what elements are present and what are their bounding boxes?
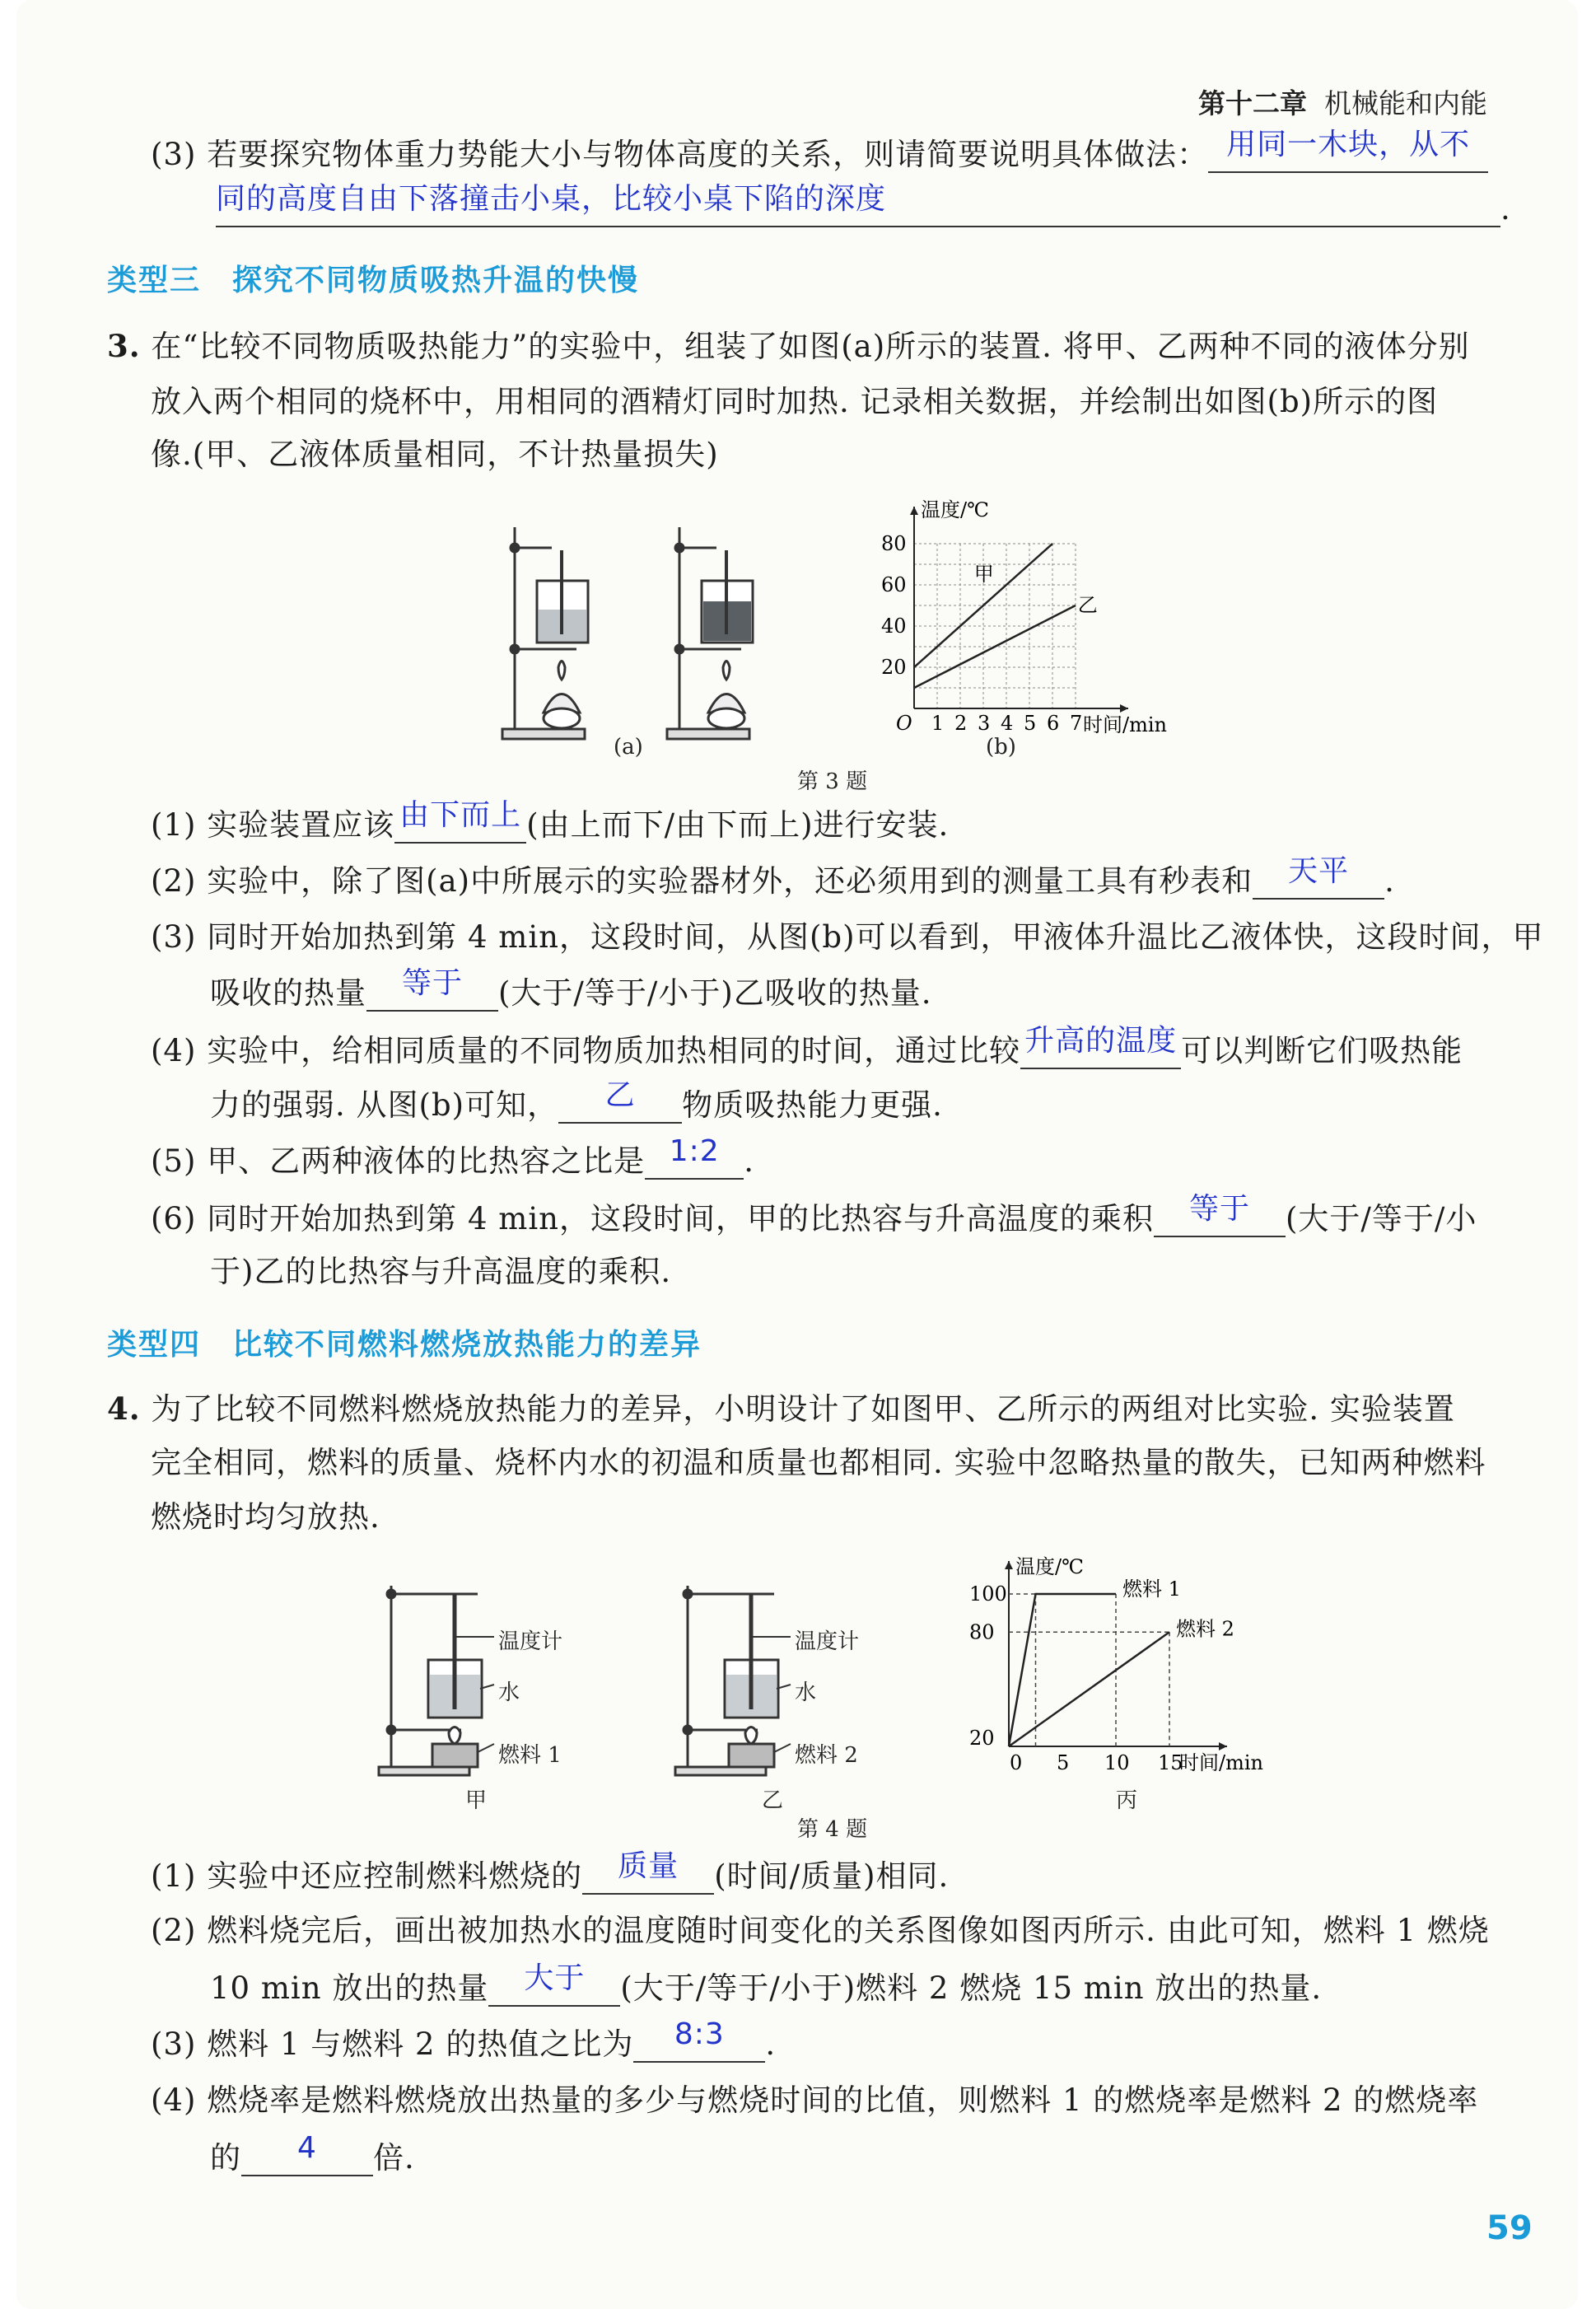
q4-part2-line2 (210, 1961, 1323, 2007)
text: 燃料 1 与燃料 2 的热值之比为 (207, 2026, 634, 2062)
part-label: (2) (151, 1913, 197, 1948)
part-label: (3) (151, 2026, 197, 2062)
handwritten-answer: 4 (297, 2131, 317, 2165)
x-tick-label: 7 (1070, 712, 1083, 735)
part-label: (4) (151, 2082, 197, 2118)
series-line-2 (1009, 1632, 1169, 1746)
text: 力的强弱. 从图(b)可知， (210, 1087, 559, 1123)
series-label-fuel1: 燃料 1 (1122, 1578, 1181, 1601)
q3-part2 (151, 854, 1395, 900)
question-number: 4. (107, 1391, 141, 1427)
chapter-number: 第十二章 (1198, 87, 1307, 119)
q2-part3-line2 (216, 182, 1511, 227)
text: 同时开始加热到第 4 min，这段时间，从图(b)可以看到，甲液体升温比乙液体快，这段时间，甲 (207, 919, 1544, 955)
text: (大于/等于/小于)燃料 2 燃烧 15 min 放出的热量. (620, 1970, 1323, 2006)
q3-part3-line1 (151, 919, 1544, 956)
fig-a-label: (a) (614, 735, 643, 760)
part-label: (3) (151, 137, 197, 172)
text: 实验中还应控制燃料燃烧的 (207, 1858, 583, 1894)
apparatus-figure-a (486, 511, 782, 758)
part-label: (4) (151, 1033, 197, 1068)
q4-part3 (151, 2017, 777, 2063)
text: 倍. (373, 2140, 415, 2176)
handwritten-answer: 同的高度自由下落撞击小桌，比较小桌下陷的深度 (216, 182, 887, 216)
text: . (1384, 863, 1395, 899)
x-tick-label: 5 (1057, 1751, 1070, 1774)
part-label: (2) (151, 863, 197, 899)
handwritten-answer: 质量 (618, 1849, 679, 1883)
q3-stem-line2: 放入两个相同的烧杯中，用相同的酒精灯同时加热. 记录相关数据，并绘制出如图(b)所示的图 (151, 384, 1439, 419)
y-tick-label: 60 (881, 573, 907, 596)
answer-blank (216, 182, 1500, 227)
part-label: (5) (151, 1143, 197, 1179)
fig-b-label: (b) (986, 735, 1016, 760)
text: 实验中，给相同质量的不同物质加热相同的时间，通过比较 (207, 1033, 1021, 1068)
answer-blank (366, 966, 498, 1012)
series-label-yi: 乙 (1077, 593, 1098, 617)
y-tick-label: 20 (969, 1727, 995, 1750)
part-label: (1) (151, 1858, 197, 1894)
text: (由上而下/由下而上)进行安装. (526, 807, 950, 843)
thermometer-label-yi: 温度计 (795, 1629, 860, 1654)
part-label: (1) (151, 807, 197, 843)
answer-blank (1020, 1024, 1181, 1069)
q4-stem-line2: 完全相同，燃料的质量、烧杯内水的初温和质量也都相同. 实验中忽略热量的散失，已知两种燃料 (151, 1445, 1486, 1480)
part-label: (3) (151, 919, 197, 955)
text: (时间/质量)相同. (714, 1858, 950, 1894)
fuel-temperature-chart (964, 1549, 1309, 1788)
thermometer-label-jia: 温度计 (498, 1629, 563, 1654)
x-axis-arrow (1120, 704, 1128, 713)
y-axis-label: 温度/℃ (1015, 1555, 1084, 1578)
page-number: 59 (1486, 2209, 1533, 2247)
fig-yi-label: 乙 (762, 1788, 784, 1813)
text: . (744, 1143, 754, 1179)
answer-blank (241, 2131, 373, 2176)
answer-blank (645, 1134, 744, 1180)
q3-temperature-chart (869, 490, 1215, 737)
fig-jia-label: 甲 (465, 1788, 488, 1813)
y-tick-label: 20 (881, 656, 907, 679)
answer-blank (394, 798, 526, 844)
text: 物质吸热能力更强. (682, 1087, 943, 1123)
q3-part5 (151, 1134, 754, 1180)
q3-stem-line3: 像.(甲、乙液体质量相同，不计热量损失) (151, 437, 719, 472)
x-tick-label: 1 (931, 712, 945, 735)
x-tick-label: 2 (954, 712, 968, 735)
text: 的 (210, 2140, 241, 2176)
handwritten-answer: 天平 (1288, 854, 1350, 888)
answer-blank (1208, 128, 1488, 173)
q4-stem-line1 (107, 1391, 1455, 1428)
answer-blank (1154, 1192, 1286, 1237)
section-title: 类型三 探究不同物质吸热升温的快慢 (107, 264, 640, 297)
q3-part1 (151, 798, 950, 844)
text: 燃烧率是燃料燃烧放出热量的多少与燃烧时间的比值，则燃料 1 的燃烧率是燃料 2 的燃烧率 (207, 2082, 1479, 2118)
x-axis-label: 时间/min (1179, 1751, 1263, 1774)
part-label: (6) (151, 1201, 197, 1236)
text: 燃料烧完后，画出被加热水的温度随时间变化的关系图像如图丙所示. 由此可知，燃料 1 燃烧 (207, 1913, 1490, 1948)
water-label-jia: 水 (498, 1680, 520, 1705)
answer-blank (1253, 854, 1384, 900)
part-text: 若要探究物体重力势能大小与物体高度的关系，则请简要说明具体做法： (207, 137, 1209, 172)
text: 实验装置应该 (207, 807, 395, 843)
series-label-fuel2: 燃料 2 (1176, 1617, 1234, 1641)
q4-part4-line1 (151, 2082, 1478, 2119)
q4-part4-line2 (210, 2131, 415, 2176)
fig-bing-label: 丙 (1116, 1788, 1138, 1813)
stem-text: 为了比较不同燃料燃烧放热能力的差异，小明设计了如图甲、乙所示的两组对比实验. 实验装置 (151, 1391, 1455, 1427)
handwritten-answer: 乙 (604, 1078, 636, 1112)
text: . (765, 2026, 777, 2062)
handwritten-answer: 8:3 (674, 2017, 725, 2051)
x-tick-label: 6 (1047, 712, 1060, 735)
fuel1-label: 燃料 1 (498, 1743, 562, 1768)
text: (大于/等于/小 (1286, 1201, 1477, 1236)
y-tick-label: 40 (881, 615, 907, 638)
x-tick-label: 5 (1024, 712, 1037, 735)
text: 同时开始加热到第 4 min，这段时间，甲的比热容与升高温度的乘积 (207, 1201, 1154, 1236)
x-axis-label: 时间/min (1083, 713, 1167, 736)
q4-part2-line1 (151, 1913, 1490, 1949)
q4-stem-line3: 燃烧时均匀放热. (151, 1499, 380, 1535)
x-tick-label: 10 (1104, 1751, 1130, 1774)
y-axis-arrow (910, 507, 918, 515)
answer-blank (582, 1849, 714, 1895)
x-tick-label: 4 (1001, 712, 1014, 735)
text: 甲、乙两种液体的比热容之比是 (207, 1143, 646, 1179)
y-tick-label: 80 (969, 1620, 995, 1644)
q3-part4-line1 (151, 1024, 1463, 1069)
x-tick-label: 15 (1158, 1751, 1183, 1774)
question-number: 3. (107, 328, 141, 364)
q4-part1 (151, 1849, 950, 1895)
water-label-yi: 水 (795, 1680, 817, 1705)
section-title: 类型四 比较不同燃料燃烧放热能力的差异 (107, 1328, 702, 1362)
handwritten-answer: 大于 (524, 1961, 586, 1995)
figure-caption: 第 4 题 (797, 1817, 868, 1842)
fuel2-label: 燃料 2 (795, 1743, 858, 1768)
origin-label: O (896, 712, 912, 735)
handwritten-answer: 1:2 (669, 1134, 720, 1168)
stem-text: 在“比较不同物质吸热能力”的实验中，组装了如图(a)所示的装置. 将甲、乙两种不同的液体分别 (151, 329, 1470, 364)
x-tick-label: 3 (978, 712, 991, 735)
y-axis-arrow (1005, 1561, 1013, 1569)
figure-caption: 第 3 题 (797, 769, 868, 794)
q3-part4-line2 (210, 1078, 943, 1124)
chapter-title: 机械能和内能 (1323, 87, 1487, 119)
handwritten-answer: 等于 (401, 966, 463, 1000)
handwritten-answer: 用同一木块，从不 (1226, 128, 1471, 161)
period: . (1500, 191, 1511, 227)
q3-part6-line1 (151, 1192, 1477, 1237)
text: 吸收的热量 (210, 975, 366, 1011)
q3-part3-line2 (210, 966, 932, 1012)
handwritten-answer: 由下而上 (399, 798, 522, 832)
handwritten-answer: 升高的温度 (1024, 1024, 1178, 1058)
text: 可以判断它们吸热能 (1181, 1033, 1463, 1068)
x-tick-label: 0 (1010, 1751, 1023, 1774)
answer-blank (633, 2017, 765, 2063)
handwritten-answer: 等于 (1188, 1192, 1250, 1226)
series-line-1 (1009, 1594, 1116, 1746)
y-tick-label: 100 (969, 1582, 1007, 1606)
y-axis-label: 温度/℃ (921, 498, 989, 521)
q2-part3-line1 (151, 128, 1488, 173)
answer-blank (558, 1078, 682, 1124)
text: 实验中，除了图(a)中所展示的实验器材外，还必须用到的测量工具有秒表和 (207, 863, 1253, 899)
q3-stem-line1 (107, 328, 1470, 365)
text: (大于/等于/小于)乙吸收的热量. (498, 975, 932, 1011)
series-label-jia: 甲 (973, 563, 994, 586)
answer-blank (488, 1961, 620, 2007)
q3-part6-line2: 于)乙的比热容与升高温度的乘积. (210, 1254, 672, 1289)
y-tick-label: 80 (881, 532, 907, 555)
text: 10 min 放出的热量 (210, 1970, 489, 2006)
chapter-header (1198, 82, 1487, 121)
x-axis-arrow (1219, 1742, 1227, 1750)
